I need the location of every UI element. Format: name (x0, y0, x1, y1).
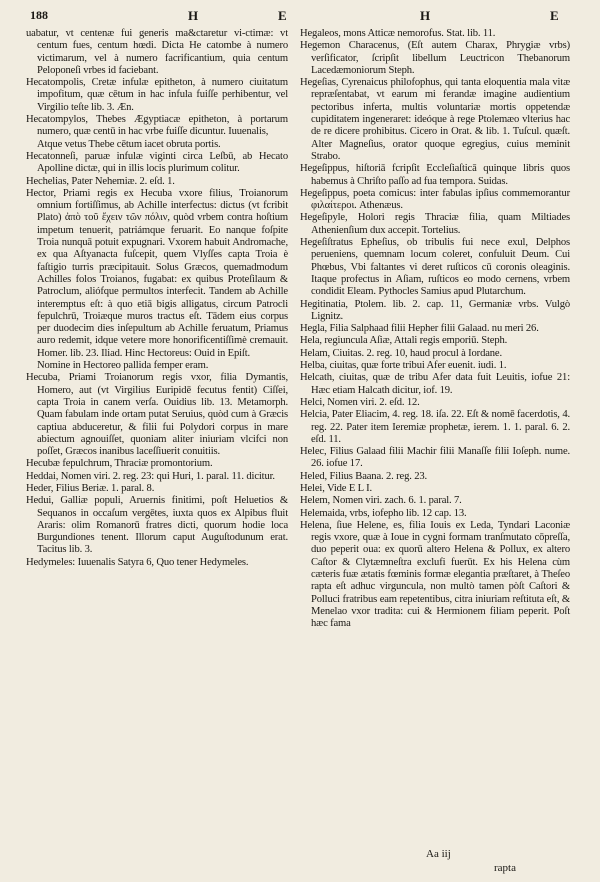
dictionary-entry: Heder, Filius Beriæ. 1. paral. 8. (26, 482, 155, 494)
dictionary-entry: Hecatompolis, Cretæ infulæ epitheton, à numero ciuitatum impofitum, quæ cētum in hac infula fuiſſe perhibentur, vel Virgilio teſte lib. 3. Æn. (26, 77, 288, 113)
dictionary-entry: Hector, Priami regis ex Hecuba vxore filius, Troianorum omnium fortiſſimus, ab Achille interfectus: dictus (vt fcribit Plato) ἀπὸ τοῦ ἔχειν τῶν πόλιν, quòd vrbem contra hoſtium impetum tenuerit, patriámque feruarit. Eo nanque foſpite Troia nunquā potuit expugnari. Vxorem habuit Andromache, ex qua Aſtyanacta fuſcepit, quem Vlyſſes capta Troia è faſtigio turris præcipitauit. Solus Græcos, quemadmodum Achilles folos Troianos, fugabat: ex quibus Proteſilaum & Patroclum, aliófque permultos interfecit. Tandem ab Achille interemptus eſt: à quo etiā bigis alligatus, circum Patrocli fepulchrū, Troiæque muros tractus eſt. Tādem eius corpus per duodecim dies inſepultum ab Achille feruatum, Priamus auro redemit, idque vetere more honorificentiſſimè cremauit. Homer. lib. 23. Iliad. Hinc Hectoreus: Ouid in Epiſt. (26, 187, 288, 359)
page-header (30, 8, 580, 28)
dictionary-entry: Hegaleos, mons Atticæ nemorofus. Stat. lib. 11. (300, 28, 496, 39)
dictionary-entry: Helem, Nomen viri. zach. 6. 1. paral. 7. (300, 495, 462, 507)
signature-mark: Aa iij (426, 848, 451, 860)
catchword: rapta (494, 862, 516, 874)
dictionary-entry: Hecatompylos, Thebes Ægyptiacæ epitheton, à portarum numero, quæ centū in hac vrbe fuiſſe dicuntur. Iuuenalis, (26, 114, 288, 138)
verse-quotation: Nomine in Hectoreo pallida femper eram. (37, 360, 209, 372)
dictionary-entry: Helec, Filius Galaad filii Machir filii Manaſſe filii Ioſeph. nume. 26. iofue 17. (300, 446, 570, 470)
dictionary-entry: Hegeſippus, poeta comicus: inter fabulas ipſius commemorantur φιλαίτεροι. Athenæus. (300, 187, 570, 212)
running-head-letter: H (188, 8, 199, 23)
dictionary-entry: Helemaida, vrbs, iofepho lib. 12 cap. 13. (300, 507, 467, 519)
dictionary-entry: Hedui, Galliæ populi, Aruernis finitimi, poſt Heluetios & Sequanos in occaſum vergētes, iuxta quos ex Alpibus fluit Araris: olim Romanorū fratres dicti, quorum hodie loca Burgundiones tenent. Illorum caput Auguſtodunum erat. Tacitus lib. 3. (26, 495, 288, 556)
dictionary-entry: Hecubæ fepulchrum, Thraciæ promontorium. (26, 458, 213, 470)
dictionary-entry: uabatur, vt centenæ fui generis ma&ctaretur vi-ctimæ: vt centum fues, centum hœdi. Dicta He catombe à numero victimarum, vel à numero facrificantium, quia centum Peloponeſi vrbes id faciebant. (26, 28, 288, 76)
running-head-letter: E (550, 8, 559, 23)
running-head-letter: H (420, 8, 431, 23)
dictionary-entry: Hegeſippus, hiſtoriā fcripſit Eccleſiaſticā quinque libris quos habemus à Chriſto paſſo ad fua tempora. Suidas. (300, 163, 570, 187)
dictionary-entry: Helci, Nomen viri. 2. eſd. 12. (300, 396, 420, 408)
dictionary-entry: Heled, Filius Baana. 2. reg. 23. (300, 470, 428, 482)
dictionary-entry: Hegla, Filia Salphaad filii Hepher filii Galaad. nu meri 26. (300, 323, 539, 335)
dictionary-entry: Hegeſiſtratus Epheſius, ob tribulis fui nece exul, Delphos perueniens, quemnam locum coleret, confuluit Deum. Cui Phœbus, Vbi faltantes vi deret ruſticos cū coronis oleaginis. Itaque profectus in Aſiam, ruſticos eo modo cernens, vrbem condidit Eleam. Pythocles Samius apud Plutarchum. (300, 237, 570, 298)
dictionary-entry: Hedymeles: Iuuenalis Satyra 6, Quo tener Hedymeles. (26, 556, 249, 568)
dictionary-entry: Helei, Vide E L I. (300, 482, 372, 494)
dictionary-entry: Hegeſias, Cyrenaicus philofophus, qui tanta eloquentia mala vitæ repræſentabat, vt earum mi ferandæ imagine audientium pectoribus inferta, multis voluntariæ mortis oppetendæ cupiditatem ingeneraret: ideóque à rege Ptolemæo vlterius hac de re dicere prohibitus. Cicero in Orat. & lib. 1. Tuſcul. quæſt. Alter Magneſius, orator quoque egregius, cuius meminit Strabo. (300, 77, 570, 162)
right-column (300, 28, 570, 631)
dictionary-entry: Hechelias, Pater Nehemiæ. 2. eſd. 1. (26, 175, 175, 187)
dictionary-entry: Helam, Ciuitas. 2. reg. 10, haud procul à Iordane. (300, 347, 502, 359)
dictionary-entry: Helcia, Pater Eliacim, 4. reg. 18. iſa. 22. Eſt & nomē facerdotis, 4. reg. 22. Pater item Ieremiæ prophetæ, ierem. 1. 1. paral. 6. 2. eſd. 11. (300, 409, 570, 445)
dictionary-entry: Hecatonneſi, paruæ infulæ viginti circa Leſbū, ab Hecato Apolline dictæ, qui in illis locis plurimum colitur. (26, 150, 288, 175)
running-head-letter: E (278, 8, 287, 23)
dictionary-entry: Helena, ſiue Helene, es, filia Iouis ex Leda, Tyndari Laconiæ regis vxore, quæ à Ioue in cygni formam tranſmutato cōpreſſa, duo peperit oua: ex quorū altero Helena & Pollux, ex altero Caſtor & Clytæmneſtra exclufi fuerūt. Ex his Helena cùm cæteris fuæ ætatis fœminis formæ elegantia præſtaret, à Theſeo rapta eſt adhuc virguncula, non multò tamen pòſt Caſtori & Polluci fratribus eam repetentibus, citra iniuriam reſtituta eſt, & Menelao vxor tradita: cui & Hermionem filiam peperit. Poſt hæc fama (300, 519, 570, 630)
dictionary-entry: Helba, ciuitas, quæ forte tribui Afer euenit. iudi. 1. (300, 360, 507, 372)
dictionary-entry: Hela, regiuncula Aſiæ, Attali regis emporiū. Steph. (300, 335, 508, 347)
dictionary-entry: Hegitinatia, Ptolem. lib. 2. cap. 11, Germaniæ vrbs. Vulgò Lignitz. (300, 298, 570, 322)
dictionary-entry: Hegemon Characenus, (Eſt autem Charax, Phrygiæ vrbs) verſificator, ſcripſit libellum Leuctricon Thebanorum Lacedæmoniorum Steph. (300, 40, 570, 76)
dictionary-entry: Hecuba, Priami Troianorum regis vxor, filia Dymantis, Homero, aut (vt Virgilius Euripidē fecutus fentit) Ciſſei, capta Troia in canem verſa. Ouidius lib. 13. Metamorph. Quam fabulam inde ortam putat Seruius, quòd cum à Græcis captiua abduceretur, & filii fui Polydori corpus in mare abiectum agnouiſſet, quoniam aliter iniuriam vlcifci non poſſet, Græcos inanibus laceſſiuerit conuitiis. (26, 372, 288, 458)
dictionary-entry: Heddai, Nomen viri. 2. reg. 23: qui Huri, 1. paral. 11. dicitur. (26, 470, 275, 482)
dictionary-entry: Hegeſipyle, Holori regis Thraciæ filia, quam Miltiades Athenienſium dux accepit. Tortelius. (300, 212, 570, 236)
dictionary-entry: Helcath, ciuitas, quæ de tribu Afer data fuit Leuitis, iofue 21: Hæc etiam Halcath dicitur, iof. 19. (300, 372, 570, 396)
left-column (26, 28, 288, 569)
verse-quotation: Atque vetus Thebe cētum iacet obruta portis. (37, 138, 221, 150)
page-number: 188 (30, 8, 48, 22)
